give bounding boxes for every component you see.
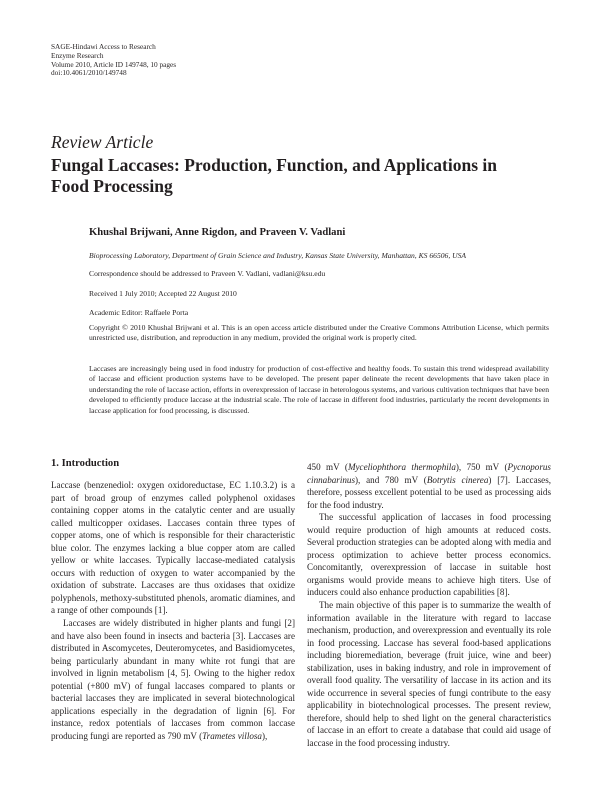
text-run: ) [7]. Laccases, therefore, possess excellent potential to be used as processing aids for the food industry. (307, 474, 552, 510)
authors: Khushal Brijwani, Anne Rigdon, and Praveen V. Vadlani (89, 227, 346, 238)
text-run: ), and 780 mV ( (355, 474, 427, 485)
header-journal: Enzyme Research (51, 50, 104, 60)
paragraph: Laccase (benzenediol: oxygen oxidoreductase, EC 1.10.3.2) is a part of broad group of enzymes called polyphenol oxidases containing copper atoms in the catalytic center and are usually called multicopper oxidases. Laccases contain three types of copper atoms, one of which is responsible for their characteristic blue color. The enzymes lacking a blue copper atom are called yellow or white laccases. Typically laccase-mediated catalysis occurs with reduction of oxygen to water accompanied by the oxidation of substrate. Laccases are thus oxidases that oxidize polyphenols, methoxy-substituted phenols, aromatic diamines, and a range of other compounds [1]. (51, 480, 295, 616)
paragraph: The main objective of this paper is to summarize the wealth of information available in the literature with regard to laccase mechanism, production, and overexpression and eventually its role in food processing. Laccase has several food-based applications including bioremediation, beverage (fruit juice, wine and beer) stabilization, uses in baking industry, and role in improvement of overall food quality. The versatility of laccase in its action and its wide occurrence in several species of fungi contribute to the easy applicability in biotechnological processes. The present review, therefore, should help to shed light on the general characteristics of laccase in an effort to create a database that could aid usage of laccase in the food processing industry. (307, 600, 551, 749)
academic-editor: Academic Editor: Raffaele Porta (89, 308, 189, 317)
affiliation: Bioprocessing Laboratory, Department of Grain Science and Industry, Kansas State University, Manhattan, KS 66506, USA (89, 251, 467, 260)
species-name: Botrytis cinerea (426, 474, 489, 485)
paper-title: Fungal Laccases: Production, Function, and Applications in Food Processing (51, 155, 498, 196)
header-publisher: SAGE-Hindawi Access to Research (51, 42, 156, 51)
section-heading: 1. Introduction (51, 458, 120, 469)
correspondence: Correspondence should be addressed to Praveen V. Vadlani, vadlani@ksu.edu (89, 269, 326, 278)
copyright-notice: Copyright © 2010 Khushal Brijwani et al. This is an open access article distributed under the Creative Commons Attribution License, which permits unrestricted use, distribution, and reproduction in any medium, provided the original work is properly cited. (89, 323, 549, 343)
header-doi: doi:10.4061/2010/149748 (51, 68, 127, 78)
species-name: Myceliophthora thermophila (347, 462, 456, 472)
article-type: Review Article (51, 132, 154, 152)
paragraph: The successful application of laccases in food processing would require production of high amounts at reduced costs. Several production strategies can be adopted along with media and process optimization to achieve better process economics. Concomitantly, overexpression of laccase in suitable host organisms would provide means to achieve high titers. Use of inducers could also enhance production capabilities [8]. (307, 512, 551, 598)
journal-header (51, 43, 176, 78)
species-name: Pycnoporus cinnabarinus (307, 462, 551, 485)
text-run: 450 mV ( (307, 462, 348, 472)
right-column (307, 461, 551, 750)
header-volume: Volume 2010, Article ID 149748, 10 pages (51, 59, 177, 69)
text-run: ), (261, 730, 268, 741)
species-name: Trametes villosa (202, 730, 262, 741)
text-run: Laccases are widely distributed in higher plants and fungi [2] and have also been found in insects and bacteria [3]. Laccases are distributed in Ascomycetes, Deuteromycetes, and Basidiomycetes, being particularly abundant in many white rot fungi that are involved in lignin metabolism [4, 5]. Owing to the higher redox potential (+800 mV) of fungal laccases compared to plants or bacterial laccases they are implicated in several biotechnological applications especially in the degradation of lignin [6]. For instance, redox potentials of laccases from common laccase producing fungi are reported as 790 mV ( (51, 618, 295, 741)
abstract: Laccases are increasingly being used in food industry for production of cost-effective and healthy foods. To sustain this trend widespread availability of laccase and efficient production systems have to be developed. The present paper delineate the recent developments that have taken place in understanding the role of laccase action, efforts in overexpression of laccase in heterologous systems, and various cultivation techniques that have been developed to efficiently produce laccase at the industrial scale. The role of laccase in different food industries, particularly the recent developments in laccase application for food processing, is discussed. (89, 364, 549, 415)
left-column (51, 457, 295, 742)
paragraph (51, 617, 295, 742)
received-accepted-dates: Received 1 July 2010; Accepted 22 August 2010 (89, 289, 237, 298)
text-run: ), 750 mV ( (455, 462, 508, 472)
paragraph (307, 461, 551, 511)
